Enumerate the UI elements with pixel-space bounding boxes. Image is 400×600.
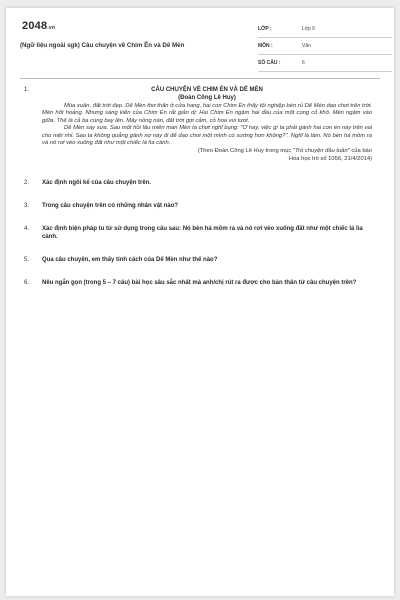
story-source — [42, 148, 372, 163]
header-divider — [20, 78, 380, 79]
question-text: Xác định ngôi kể của câu chuyện trên. — [42, 180, 152, 187]
question-number: 5. — [24, 257, 30, 264]
meta-label: SỐ CÂU : — [258, 60, 281, 66]
meta-label: MÔN : — [258, 43, 273, 49]
meta-value: Lớp 6 — [302, 26, 316, 32]
source-column: Trò chuyện đầu tuần — [294, 148, 348, 155]
question-text: Qua câu chuyện, em thấy tính cách của Dế Mèn như thế nào? — [42, 257, 218, 264]
question-number: 4. — [24, 226, 30, 233]
source-suffix: " của báo — [347, 148, 372, 155]
question-item — [20, 202, 380, 210]
story-paragraph: Dế Mèn say sưa. Sau một hồi lâu miên man Mèn ta chợt nghĩ bụng: "Ơ hay, việc gì ta phải gánh hai con én này trên vai cho mệt nhỉ. Sao ta không quẳng gánh nợ này đi để dạo chơi một mình có sướng hơn không?". Nghĩ là làm. Nó bèn há mồm ra và nó rơi vèo xuống đất như một chiếc lá lìa cành. — [42, 125, 372, 147]
worksheet-page — [6, 8, 394, 596]
meta-label: LỚP : — [258, 26, 272, 32]
meta-value: 6 — [302, 60, 305, 66]
question-text: Nêu ngắn gọn (trong 5 – 7 câu) bài học sâu sắc nhất mà anh/chị rút ra được cho bản thân từ câu chuyện trên? — [42, 280, 357, 287]
story-title: CÂU CHUYỆN VỀ CHIM ÉN VÀ DẾ MÈN — [151, 87, 263, 93]
question-list — [20, 86, 380, 302]
source-line2: Hoa học trò số 1056, 21/4/2014) — [288, 155, 372, 162]
meta-value: Văn — [302, 43, 311, 49]
meta-question-count — [258, 55, 392, 72]
site-logo[interactable] — [22, 20, 55, 32]
source-prefix: (Theo Đoàn Công Lê Huy trong mục " — [197, 148, 295, 155]
logo-text: 2048 — [22, 20, 48, 32]
meta-subject — [258, 38, 392, 55]
page-title: (Ngữ liệu ngoài sgk) Câu chuyện về Chim Ên và Dế Mèn — [20, 42, 185, 49]
story-paragraph: Mùa xuân, đất trời đẹp. Dế Mèn thơ thẩn ở cửa hang, hai con Chim Én thấy tội nghiệp bèn rủ Dế Mèn dạo chơi trên trời. Mèn hốt hoảng. Nhưng sáng kiến của Chim Én rất giản dị: Hai Chim Én ngậm hai đầu của một cọng cỏ khô. Mèn ngậm vào giữa. Thế là cả ba cùng bay lên. Mây nồng nàn, đất trời gợi cảm, cỏ hoa vui tươi. — [42, 103, 372, 124]
story-passage — [42, 86, 372, 163]
question-item — [20, 256, 380, 264]
question-text: Xác định biện pháp tu từ sử dụng trong câu sau: Nó bèn há mồm ra và nó rơi vèo xuống đất như một chiếc lá lìa cành. — [42, 226, 363, 241]
question-number: 6. — [24, 280, 30, 287]
question-number: 3. — [24, 203, 30, 210]
question-item — [20, 279, 380, 287]
header — [20, 16, 380, 76]
question-number: 2. — [24, 180, 30, 187]
meta-class — [258, 21, 392, 38]
question-number: 1. — [24, 87, 30, 93]
story-author: (Đoàn Công Lê Huy) — [178, 95, 236, 101]
question-item — [20, 86, 380, 163]
question-text: Trong câu chuyện trên có những nhân vật nào? — [42, 203, 179, 210]
question-item — [20, 225, 380, 241]
logo-suffix: .vn — [47, 25, 56, 31]
question-item — [20, 179, 380, 187]
meta-info — [258, 21, 392, 72]
